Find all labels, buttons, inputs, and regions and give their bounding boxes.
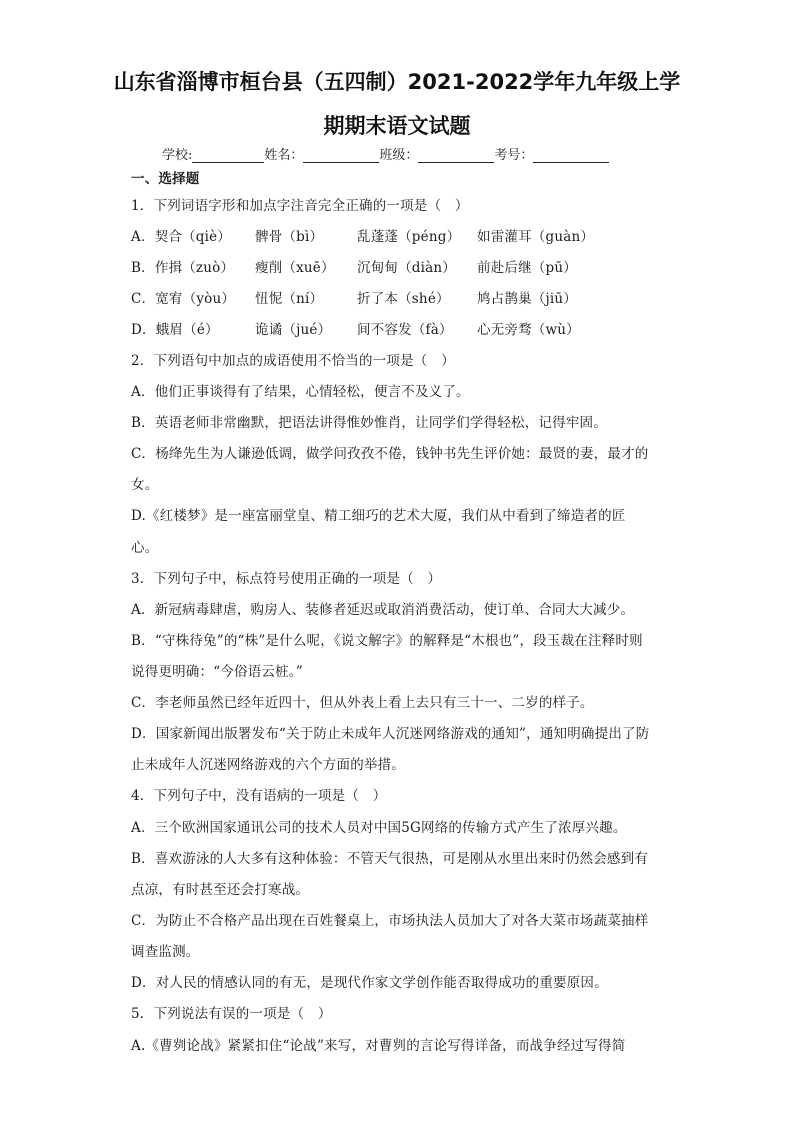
q2-option-c: C．杨绛先生为人谦逊低调，做学问孜孜不倦，钱钟书先生评价她：最贤的妻，最才的 xyxy=(131,446,649,462)
q3-option-d: D．国家新闻出版署发布“关于防止未成年人沉迷网络游戏的通知”，通知明确提出了防 xyxy=(131,726,650,742)
q1-c-4: 鸠占鹊巢（jiū） xyxy=(477,291,577,307)
q2-option-b: B．英语老师非常幽默，把语法讲得惟妙惟肖，让同学们学得轻松，记得牢固。 xyxy=(131,415,607,431)
q1-option-d xyxy=(131,318,580,338)
q1-b-3: 沉甸甸（diàn） xyxy=(357,260,457,276)
q5-stem: 5．下列说法有误的一项是（ ） xyxy=(131,1006,332,1022)
q3-option-c: C．李老师虽然已经年近四十，但从外表上看上去只有三十一、二岁的样子。 xyxy=(131,695,594,711)
q1-d-2: 诡谲（jué） xyxy=(255,322,332,338)
q2-option-a: A．他们正事谈得有了结果，心情轻松，便言不及义了。 xyxy=(131,384,470,400)
q5-option-a: A.《曹刿论战》紧紧扣住“论战”来写，对曹刿的言论写得详备，而战争经过写得简 xyxy=(131,1038,626,1054)
q4-option-d: D．对人民的情感认同的有无，是现代作家文学创作能否取得成功的重要原因。 xyxy=(131,975,608,991)
exam-title-line1: 山东省淄博市桓台县（五四制）2021-2022学年九年级上学 xyxy=(113,70,681,94)
q2-option-d-cont: 心。 xyxy=(131,540,159,556)
student-info-row xyxy=(162,144,609,163)
q4-option-c: C．为防止不合格产品出现在百姓餐桌上，市场执法人员加大了对各大菜市场蔬菜抽样 xyxy=(131,913,649,929)
q1-d-1: D．蛾眉（é） xyxy=(131,322,219,338)
q1-b-4: 前赴后继（pū） xyxy=(477,260,577,276)
name-label: 姓名： xyxy=(264,148,304,163)
q1-c-1: C．宽宥（yòu） xyxy=(131,291,236,307)
q1-c-3: 折了本（shé） xyxy=(357,291,450,307)
q2-option-d: D.《红楼梦》是一座富丽堂皇、精工细巧的艺术大厦，我们从中看到了缔造者的匠 xyxy=(131,508,626,524)
q1-c-2: 忸怩（ní） xyxy=(255,291,324,307)
q1-option-b xyxy=(131,256,577,276)
q3-option-a: A．新冠病毒肆虐，购房人、装修者延迟或取消消费活动，使订单、合同大大减少。 xyxy=(131,602,635,618)
q4-option-a: A．三个欧洲国家通讯公司的技术人员对中国5G网络的传输方式产生了浓厚兴趣。 xyxy=(131,820,627,836)
number-blank xyxy=(533,148,609,163)
q1-d-4: 心无旁骛（wù） xyxy=(477,322,580,338)
q1-d-3: 间不容发（fà） xyxy=(357,322,453,338)
q1-a-4: 如雷灌耳（guàn） xyxy=(477,229,595,245)
q4-stem: 4．下列句子中，没有语病的一项是（ ） xyxy=(131,788,387,804)
q1-b-1: B．作揖（zuò） xyxy=(131,260,235,276)
q1-option-c xyxy=(131,287,577,307)
school-label: 学校: xyxy=(162,148,193,163)
class-label: 班级： xyxy=(379,148,419,163)
q1-a-3: 乱蓬蓬（péng） xyxy=(357,229,461,245)
q4-option-b: B．喜欢游泳的人大多有这种体验：不管天气很热，可是刚从水里出来时仍然会感到有 xyxy=(131,851,649,867)
q2-option-c-cont: 女。 xyxy=(131,477,159,493)
q3-stem: 3．下列句子中，标点符号使用正确的一项是（ ） xyxy=(131,571,442,587)
exam-title-line2: 期期末语文试题 xyxy=(323,114,471,138)
class-blank xyxy=(418,148,494,163)
q1-stem: 1．下列词语字形和加点字注音完全正确的一项是（ ） xyxy=(131,198,469,214)
q3-option-b: B．“守株待兔”的“株”是什么呢，《说文解字》的解释是“木根也”，段玉裁在注释时则 xyxy=(131,633,643,649)
q1-option-a xyxy=(131,225,594,245)
section-title: 一、选择题 xyxy=(131,171,200,187)
q4-option-b-cont: 点凉，有时甚至还会打寒战。 xyxy=(131,882,310,898)
q4-option-c-cont: 调查监测。 xyxy=(131,944,200,960)
q3-option-d-cont: 止未成年人沉迷网络游戏的六个方面的举措。 xyxy=(131,757,405,773)
q1-a-1: A．契合（qiè） xyxy=(131,229,231,245)
q2-stem: 2．下列语句中加点的成语使用不恰当的一项是（ ） xyxy=(131,353,455,369)
q1-b-2: 瘦削（xuē） xyxy=(255,260,335,276)
school-blank xyxy=(192,148,264,163)
q3-option-b-cont: 说得更明确：“今俗语云桩。” xyxy=(131,664,303,680)
q1-a-2: 髀骨（bì） xyxy=(255,229,324,245)
name-blank xyxy=(303,148,379,163)
number-label: 考号： xyxy=(494,148,534,163)
